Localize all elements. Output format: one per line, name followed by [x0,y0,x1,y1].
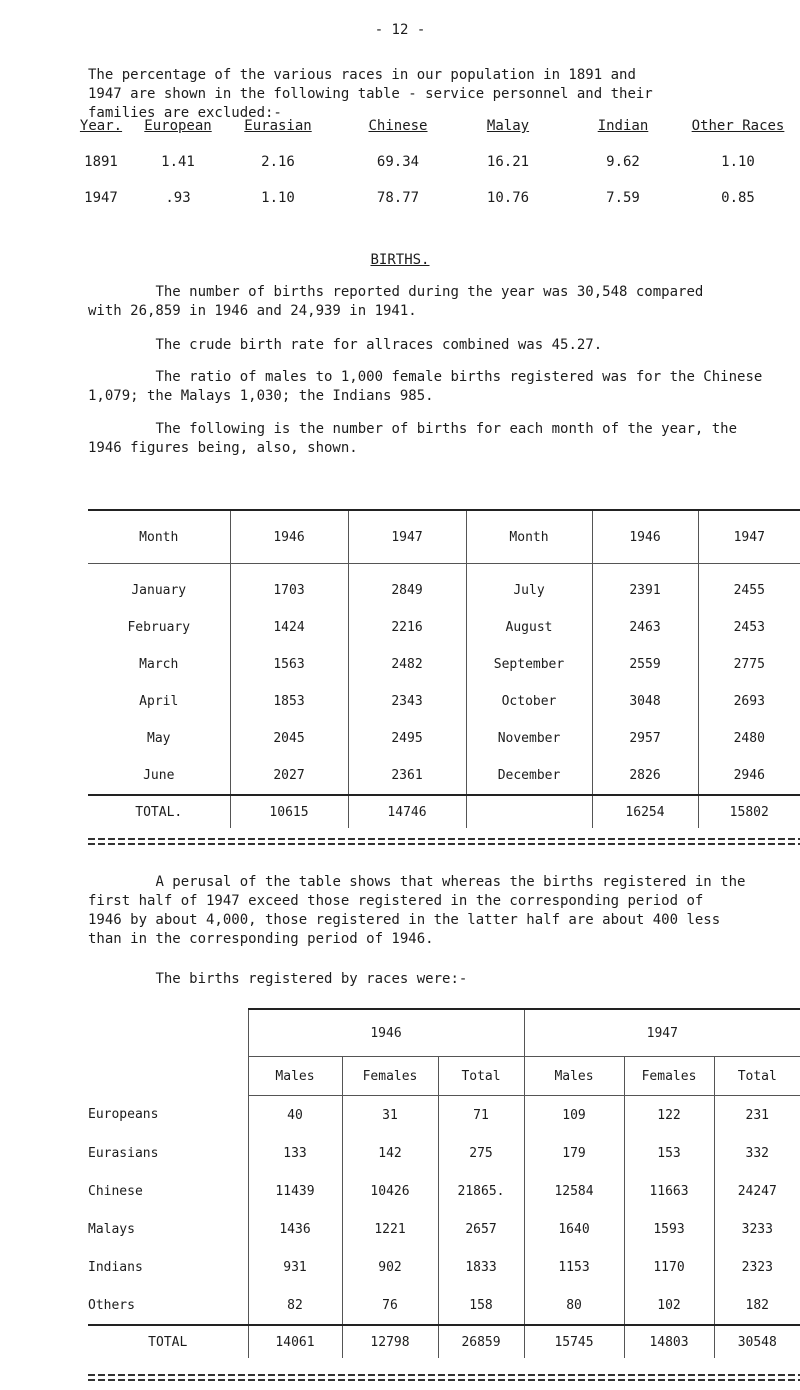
cell: September [466,646,592,683]
cell: 11663 [624,1172,714,1210]
total-label: TOTAL. [88,795,230,828]
header-females: Females [624,1057,714,1096]
cell: 142 [342,1134,438,1172]
cell: 2323 [714,1248,800,1286]
cell: 133 [248,1134,342,1172]
double-rule [88,838,800,840]
cell: 16.21 [486,154,530,170]
cell: 102 [624,1286,714,1325]
cell: 2482 [348,646,466,683]
header-year-1946: 1946 [248,1009,524,1057]
cell: December [466,757,592,795]
table-row [88,683,800,720]
header-chinese: Chinese [368,118,428,134]
cell: 1853 [230,683,348,720]
cell: 231 [714,1096,800,1135]
cell: 3048 [592,683,698,720]
cell: November [466,720,592,757]
row-label: Indians [88,1259,143,1275]
cell: June [143,768,175,783]
cell: 2849 [348,564,466,610]
cell: 10.76 [486,190,530,206]
cell: 332 [714,1134,800,1172]
cell: 26859 [438,1325,524,1358]
header-1947: 1947 [698,510,800,564]
table-row [88,1286,800,1325]
cell: 9.62 [606,154,640,170]
cell: 158 [438,1286,524,1325]
table-row [88,1248,800,1286]
row-label: Europeans [88,1107,159,1123]
cell: 11439 [248,1172,342,1210]
cell: 931 [248,1248,342,1286]
cell: 2391 [592,564,698,610]
total-label: TOTAL [88,1325,248,1358]
header-total: Total [714,1057,800,1096]
cell: 80 [524,1286,624,1325]
cell: 2480 [698,720,800,757]
header-indian: Indian [597,118,649,134]
header-year: Year. [79,118,123,134]
cell: 3233 [714,1210,800,1248]
table-row [88,720,800,757]
table-row [88,1096,800,1135]
header-females: Females [342,1057,438,1096]
cell: 2463 [592,609,698,646]
cell: 1891 [84,154,118,170]
cell: 1563 [230,646,348,683]
cell: 902 [342,1248,438,1286]
header-1946: 1946 [592,510,698,564]
header-month: Month [466,510,592,564]
race-percentage-table [79,118,788,226]
cell: 1833 [438,1248,524,1286]
cell: 15745 [524,1325,624,1358]
table-row [88,1210,800,1248]
cell: 0.85 [721,190,755,206]
row-label: Chinese [88,1183,143,1199]
cell: 82 [248,1286,342,1325]
cell: 2495 [348,720,466,757]
header-total: Total [438,1057,524,1096]
double-rule [88,1374,800,1376]
births-paragraph-4: The following is the number of births for each month of the year, the 1946 figures being, also, shown. [88,421,738,456]
cell: May [147,731,171,746]
cell: 71 [438,1096,524,1135]
cell: 275 [438,1134,524,1172]
table-row [88,646,800,683]
cell: 2361 [348,757,466,795]
cell: 1640 [524,1210,624,1248]
cell: 1.10 [721,154,755,170]
cell: 78.77 [376,190,420,206]
total-row [88,1325,800,1358]
header-1946: 1946 [230,510,348,564]
cell: 21865. [438,1172,524,1210]
races-intro-paragraph: The births registered by races were:- [88,971,468,987]
table-row [88,564,800,610]
cell: .93 [165,190,191,206]
cell: 1.10 [261,190,295,206]
cell: 69.34 [376,154,420,170]
cell: 15802 [698,795,800,828]
cell: August [466,609,592,646]
table-row [88,1172,800,1210]
cell: 2455 [698,564,800,610]
cell: 2957 [592,720,698,757]
subheader-row [88,1057,800,1096]
cell: 1593 [624,1210,714,1248]
cell: 1221 [342,1210,438,1248]
cell: 1153 [524,1248,624,1286]
cell: 2216 [348,609,466,646]
cell: 1436 [248,1210,342,1248]
cell: April [139,694,179,709]
monthly-births-table [88,509,800,828]
intro-paragraph: The percentage of the various races in our population in 1891 and 1947 are shown in the following table - service personnel and their families are excluded:- [88,67,653,121]
cell: February [127,620,191,635]
cell [466,795,592,828]
cell: 2027 [230,757,348,795]
total-row [88,795,800,828]
cell: July [466,564,592,610]
cell: 24247 [714,1172,800,1210]
row-label: Eurasians [88,1145,159,1161]
cell: 182 [714,1286,800,1325]
cell: 1703 [230,564,348,610]
cell: 122 [624,1096,714,1135]
cell: March [139,657,179,672]
header-european: European [144,118,212,134]
cell: 76 [342,1286,438,1325]
row-label: Malays [88,1221,135,1237]
cell: 1170 [624,1248,714,1286]
table-row [88,757,800,795]
race-table-header [79,118,788,154]
cell: 153 [624,1134,714,1172]
cell: 1947 [84,190,118,206]
header-eurasian: Eurasian [244,118,312,134]
cell: 2946 [698,757,800,795]
births-by-race-table [88,1008,800,1358]
cell: October [466,683,592,720]
births-paragraph-1: The number of births reported during the year was 30,548 compared with 26,859 in 1946 and 24,939 in 1941. [88,284,704,319]
cell: 40 [248,1096,342,1135]
cell: 2775 [698,646,800,683]
row-label: Others [88,1297,135,1313]
header-malay: Malay [486,118,530,134]
cell: 14803 [624,1325,714,1358]
year-header-row [88,1009,800,1057]
births-paragraph-2: The crude birth rate for allraces combined was 45.27. [88,337,603,353]
race-row-1891 [84,154,788,190]
race-row-1947 [84,190,788,226]
cell: 2045 [230,720,348,757]
cell: 109 [524,1096,624,1135]
cell: 1424 [230,609,348,646]
cell: 1.41 [161,154,195,170]
monthly-table-header [88,510,800,564]
double-rule [88,843,800,845]
cell: 2693 [698,683,800,720]
cell: 2343 [348,683,466,720]
cell: 2.16 [261,154,295,170]
cell: 10615 [230,795,348,828]
header-males: Males [524,1057,624,1096]
cell: 2453 [698,609,800,646]
cell: 12584 [524,1172,624,1210]
header-1947: 1947 [348,510,466,564]
cell: 30548 [714,1325,800,1358]
births-paragraph-3: The ratio of males to 1,000 female births registered was for the Chinese 1,079; the Malays 1,030; the Indians 985. [88,369,763,404]
cell: 179 [524,1134,624,1172]
cell: January [131,583,187,598]
cell: 2826 [592,757,698,795]
births-heading: BIRTHS. [370,252,430,268]
header-males: Males [248,1057,342,1096]
cell: 2657 [438,1210,524,1248]
page-number: - 12 - [374,22,426,38]
header-year-1947: 1947 [524,1009,800,1057]
cell: 14746 [348,795,466,828]
header-month: Month [88,510,230,564]
perusal-paragraph: A perusal of the table shows that whereas the births registered in the first half of 1947 exceed those registered in the corresponding period of 1946 by about 4,000, those registered in the latter half are about 400 less than in the corresponding period of 1946. [88,874,746,947]
double-rule [88,1379,800,1381]
cell: 12798 [342,1325,438,1358]
cell: 31 [342,1096,438,1135]
table-row [88,1134,800,1172]
cell: 7.59 [606,190,640,206]
cell: 14061 [248,1325,342,1358]
table-row [88,609,800,646]
cell: 10426 [342,1172,438,1210]
cell: 16254 [592,795,698,828]
header-other-races: Other Races [691,118,785,134]
cell: 2559 [592,646,698,683]
